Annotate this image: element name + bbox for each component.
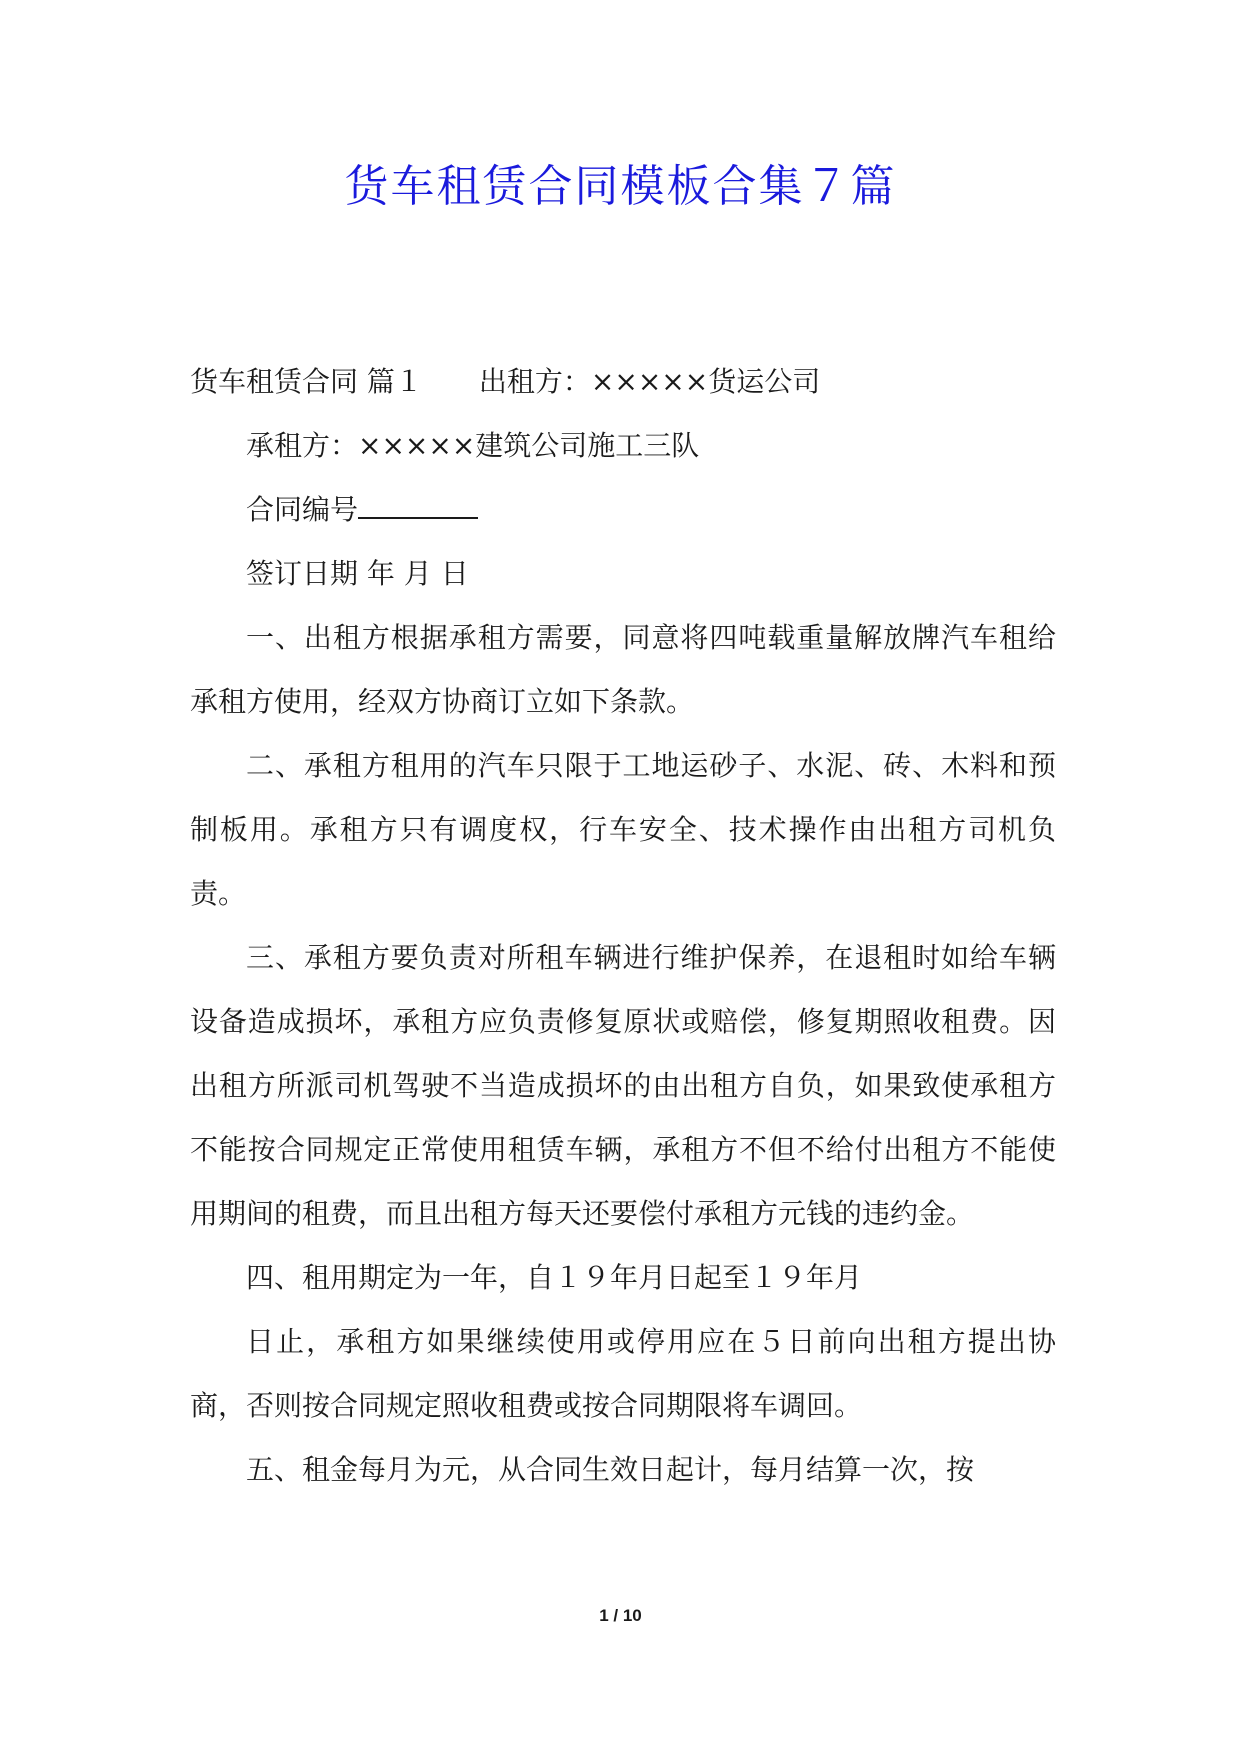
contract-number-blank [358, 489, 478, 519]
clause-paragraph-5: 五、租金每月为元，从合同生效日起计，每月结算一次，按 [246, 1453, 975, 1486]
section-heading: 货车租赁合同 篇１ [190, 365, 423, 398]
heading-line [190, 350, 1056, 414]
clause-paragraph-4: 四、租用期定为一年，自１９年月日起至１９年月 [246, 1261, 863, 1294]
clause-paragraph-1: 一、出租方根据承租方需要，同意将四吨载重量解放牌汽车租给承租方使用，经双方协商订立如下条款。 [190, 621, 1056, 718]
clause-paragraph-3: 三、承租方要负责对所租车辆进行维护保养，在退租时如给车辆设备造成损坏，承租方应负责修复原状或赔偿，修复期照收租费。因出租方所派司机驾驶不当造成损坏的由出租方自负，如果致使承租方不能按合同规定正常使用租赁车辆，承租方不但不给付出租方不能使用期间的租费，而且出租方每天还要偿付承租方元钱的违约金。 [190, 941, 1056, 1230]
contract-number-line [190, 478, 1056, 542]
signing-date-line: 签订日期 年 月 日 [246, 557, 469, 590]
lessee-line: 承租方：×××××建筑公司施工三队 [246, 429, 700, 462]
page-title: 货车租赁合同模板合集７篇 [344, 161, 897, 212]
clause-paragraph-2: 二、承租方租用的汽车只限于工地运砂子、水泥、砖、木料和预制板用。承租方只有调度权，行车安全、技术操作由出租方司机负责。 [190, 749, 1056, 910]
lessor-line: 出租方：×××××货运公司 [478, 365, 821, 398]
contract-number-label: 合同编号 [246, 493, 359, 526]
page-number: 1 / 10 [599, 1606, 642, 1625]
document-body [190, 350, 1056, 1502]
clause-paragraph-4-continued: 日止，承租方如果继续使用或停用应在５日前向出租方提出协商，否则按合同规定照收租费或按合同期限将车调回。 [190, 1325, 1056, 1422]
